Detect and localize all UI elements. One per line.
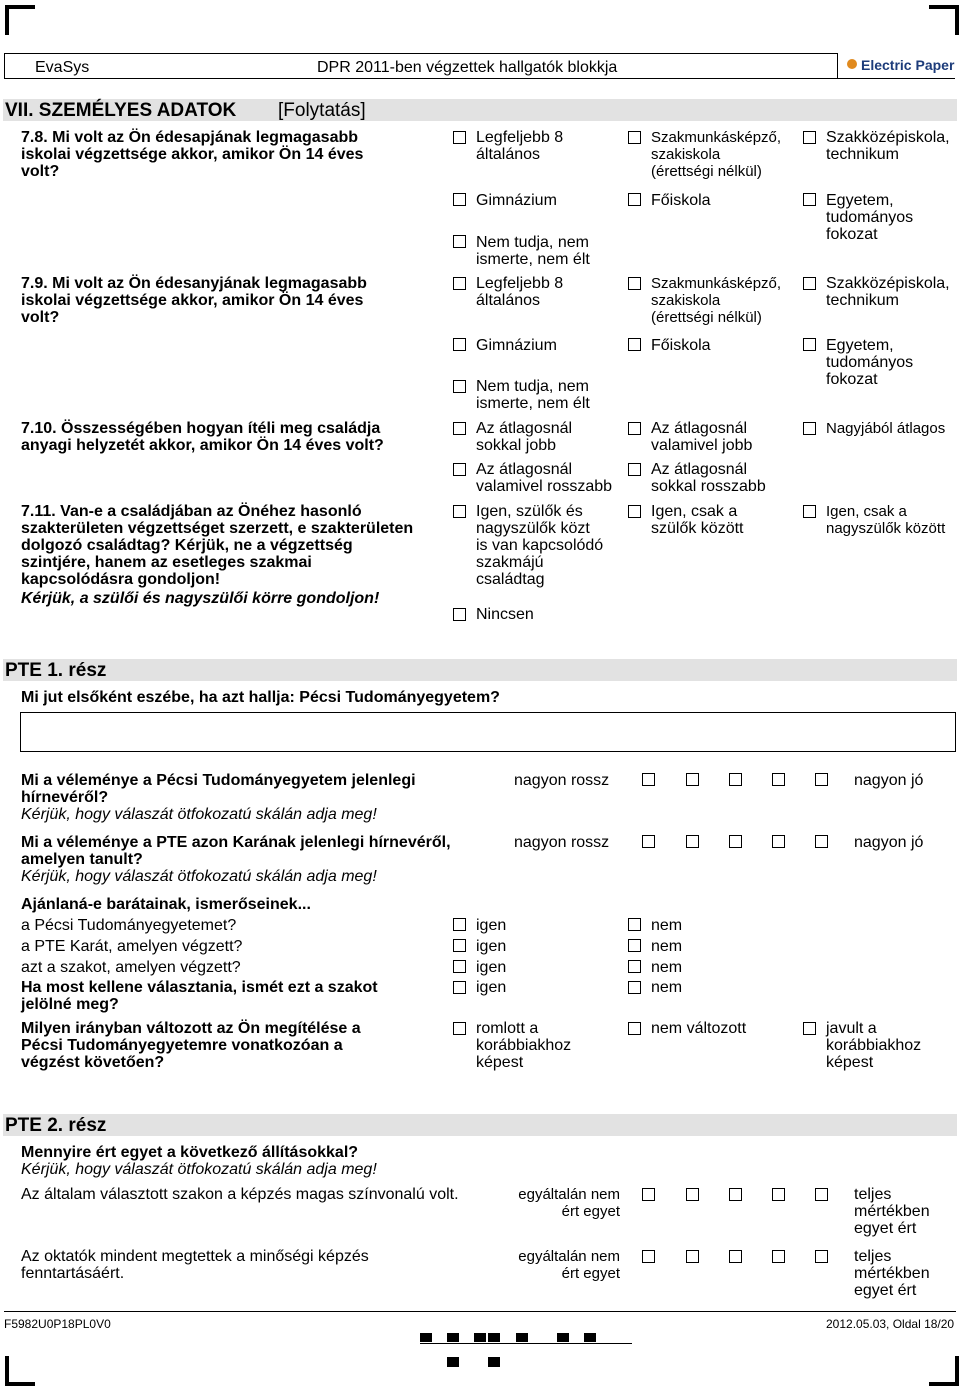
checkbox[interactable] — [628, 1022, 641, 1035]
scale-checkbox[interactable] — [729, 1188, 742, 1201]
question-reputation-uni — [21, 772, 491, 823]
section-title: VII. SZEMÉLYES ADATOK — [5, 100, 237, 121]
checkbox[interactable] — [628, 277, 641, 290]
option-label: Igen, csak a szülők között — [651, 503, 744, 537]
scale-checkbox[interactable] — [729, 835, 742, 848]
scale-checkbox[interactable] — [686, 1250, 699, 1263]
option-label: Szakközépiskola, technikum — [826, 275, 950, 309]
yes-label: igen — [476, 959, 507, 976]
checkbox[interactable] — [453, 918, 466, 931]
checkbox[interactable] — [453, 193, 466, 206]
scale-low-label: nagyon rossz — [514, 834, 610, 851]
option-label: Szakmunkásképző, szakiskola (érettségi nélkül) — [651, 129, 782, 180]
section-header-vii — [3, 99, 957, 121]
scale-checkbox[interactable] — [815, 1188, 828, 1201]
checkbox[interactable] — [628, 939, 641, 952]
footer-rule — [4, 1311, 956, 1312]
brand-icon — [847, 59, 857, 69]
open-answer-field[interactable] — [20, 712, 956, 752]
scale-high-label: teljes mértékben egyet ért — [854, 1248, 930, 1299]
checkbox[interactable] — [453, 939, 466, 952]
scale-checkbox[interactable] — [815, 835, 828, 848]
checkbox[interactable] — [453, 463, 466, 476]
footer-page: 2012.05.03, Oldal 18/20 — [826, 1317, 955, 1331]
header-left: EvaSys — [35, 59, 90, 76]
header-title: DPR 2011-ben végzettek hallgatók blokkja — [317, 59, 618, 76]
checkbox[interactable] — [628, 981, 641, 994]
checkbox[interactable] — [628, 505, 641, 518]
option-label: Nem tudja, nem ismerte, nem élt — [476, 378, 590, 412]
checkbox[interactable] — [803, 505, 816, 518]
yes-label: igen — [476, 938, 507, 955]
checkbox[interactable] — [453, 960, 466, 973]
scale-checkbox[interactable] — [772, 1188, 785, 1201]
scale-checkbox[interactable] — [686, 773, 699, 786]
option-label: Főiskola — [651, 337, 711, 354]
scale-low-label: egyáltalán nem ért egyet — [518, 1248, 620, 1282]
scale-checkbox[interactable] — [642, 1188, 655, 1201]
question-note: Kérjük, hogy válaszát ötfokozatú skálán adja meg! — [21, 806, 377, 823]
checkbox[interactable] — [628, 463, 641, 476]
no-label: nem — [651, 959, 683, 976]
scan-barcode — [420, 1333, 632, 1373]
checkbox[interactable] — [453, 422, 466, 435]
option-label: Nagyjából átlagos — [826, 420, 946, 437]
scale-checkbox[interactable] — [729, 1250, 742, 1263]
checkbox[interactable] — [453, 235, 466, 248]
scale-high-label: nagyon jó — [854, 834, 924, 851]
scale-checkbox[interactable] — [815, 1250, 828, 1263]
option-label: Legfeljebb 8 általános — [476, 275, 564, 309]
no-label: nem — [651, 938, 683, 955]
checkbox[interactable] — [453, 277, 466, 290]
checkbox[interactable] — [453, 131, 466, 144]
section-title: PTE 2. rész — [5, 1115, 107, 1136]
recommend-item: a Pécsi Tudományegyetemet? — [21, 917, 237, 934]
option-label: Legfeljebb 8 általános — [476, 129, 564, 163]
section-header-pte2 — [3, 1114, 957, 1136]
checkbox[interactable] — [803, 338, 816, 351]
corner-mark-bottom-left — [5, 1356, 35, 1386]
corner-mark-top-left — [5, 5, 35, 35]
option-label: javult a korábbiakhoz képest — [826, 1020, 922, 1071]
option-label: nem változott — [651, 1020, 747, 1037]
option-label: Az átlagosnál valamivel jobb — [651, 420, 753, 454]
scale-checkbox[interactable] — [815, 773, 828, 786]
option-label: romlott a korábbiakhoz képest — [476, 1020, 572, 1071]
checkbox[interactable] — [628, 131, 641, 144]
option-label: Gimnázium — [476, 337, 557, 354]
scale-checkbox[interactable] — [772, 835, 785, 848]
section-title: PTE 1. rész — [5, 660, 107, 681]
header-bar — [4, 53, 955, 79]
corner-mark-bottom-right — [929, 1356, 959, 1386]
checkbox[interactable] — [453, 338, 466, 351]
checkbox[interactable] — [628, 422, 641, 435]
checkbox[interactable] — [803, 277, 816, 290]
choose-again-question: Ha most kellene választania, ismét ezt a szakot jelölné meg? — [21, 979, 378, 1013]
question-text: Mi a véleménye a PTE azon Karának jelenlegi hírnevéről, amelyen tanult? — [21, 834, 451, 868]
option-label: Szakközépiskola, technikum — [826, 129, 950, 163]
checkbox[interactable] — [628, 338, 641, 351]
open-question: Mi jut elsőként eszébe, ha azt hallja: Pécsi Tudományegyetem? — [21, 689, 500, 706]
question-7-9: 7.9. Mi volt az Ön édesanyjának legmagasabb iskolai végzettsége akkor, amikor Ön 14 éves volt? — [21, 275, 367, 326]
option-label: Az átlagosnál sokkal rosszabb — [651, 461, 766, 495]
checkbox[interactable] — [453, 380, 466, 393]
scale-checkbox[interactable] — [772, 773, 785, 786]
section-header-pte1 — [3, 659, 957, 681]
scale-checkbox[interactable] — [642, 835, 655, 848]
corner-mark-top-right — [929, 5, 959, 35]
question-7-11: 7.11. Van-e a családjában az Önéhez hasonló szakterületen végzettséget szerzett, e szakterületen dolgozó családtag? Kérjük, ne a végzettség szintjére, hanem az esetleges szakmai kapcsolódásra gondoljon! — [21, 503, 414, 588]
option-label-part: Az átlagosnál valamivel rosszabb — [476, 461, 613, 495]
option-label: Szakmunkásképző, szakiskola (érettségi nélkül) — [651, 275, 782, 326]
checkbox[interactable] — [628, 193, 641, 206]
scale-checkbox[interactable] — [772, 1250, 785, 1263]
footer-code: F5982U0P18PL0V0 — [4, 1317, 111, 1331]
checkbox[interactable] — [453, 1022, 466, 1035]
checkbox[interactable] — [453, 981, 466, 994]
scale-high-label: nagyon jó — [854, 772, 924, 789]
recommend-item: a PTE Karát, amelyen végzett? — [21, 938, 243, 955]
question-7-8: 7.8. Mi volt az Ön édesapjának legmagasabb iskolai végzettsége akkor, amikor Ön 14 éves volt? — [21, 129, 364, 180]
question-note: Kérjük, hogy válaszát ötfokozatú skálán adja meg! — [21, 868, 377, 885]
option-label: Igen, csak a nagyszülők között — [826, 503, 946, 537]
option-label: Az átlagosnál sokkal jobb — [476, 420, 573, 454]
scale-checkbox[interactable] — [642, 1250, 655, 1263]
scale-checkbox[interactable] — [686, 1188, 699, 1201]
question-text: Mennyire ért egyet a következő állításokkal? — [21, 1144, 359, 1161]
checkbox[interactable] — [803, 193, 816, 206]
checkbox[interactable] — [628, 918, 641, 931]
question-text: Mi a véleménye a Pécsi Tudományegyetem jelenlegi hírnevéről? — [21, 772, 416, 806]
pte2-question — [21, 1144, 377, 1178]
scale-low-label: egyáltalán nem ért egyet — [518, 1186, 620, 1220]
option-label — [476, 461, 616, 495]
question-reputation-faculty — [21, 834, 491, 885]
section-continued: [Folytatás] — [278, 100, 366, 121]
checkbox[interactable] — [453, 608, 466, 621]
no-label: nem — [651, 917, 683, 934]
question-7-11-note: Kérjük, a szülői és nagyszülői körre gondoljon! — [21, 590, 380, 607]
scale-checkbox[interactable] — [729, 773, 742, 786]
statement: Az oktatók mindent megtettek a minőségi képzés fenntartásáért. — [21, 1248, 369, 1282]
scale-high-label: teljes mértékben egyet ért — [854, 1186, 930, 1237]
option-label: Igen, szülők és nagyszülők közt is van kapcsolódó szakmájú családtag — [476, 503, 604, 588]
option-label: Gimnázium — [476, 192, 557, 209]
option-label: Egyetem, tudományos fokozat — [826, 192, 914, 243]
option-label: Nem tudja, nem ismerte, nem élt — [476, 234, 590, 268]
question-7-10: 7.10. Összességében hogyan ítéli meg családja anyagi helyzetét akkor, amikor Ön 14 éves volt? — [21, 420, 384, 454]
brand-logo — [837, 53, 957, 78]
recommend-heading: Ajánlaná-e barátainak, ismerőseinek... — [21, 896, 311, 913]
checkbox[interactable] — [803, 131, 816, 144]
checkbox[interactable] — [453, 505, 466, 518]
statement: Az általam választott szakon a képzés magas színvonalú volt. — [21, 1186, 459, 1203]
option-label: Főiskola — [651, 192, 711, 209]
scale-checkbox[interactable] — [686, 835, 699, 848]
yes-label: igen — [476, 979, 507, 996]
brand-name: Electric Paper — [861, 57, 955, 73]
checkbox[interactable] — [803, 422, 816, 435]
checkbox[interactable] — [628, 960, 641, 973]
no-label: nem — [651, 979, 683, 996]
recommend-item: azt a szakot, amelyen végzett? — [21, 959, 241, 976]
option-label: Egyetem, tudományos fokozat — [826, 337, 914, 388]
option-label: Nincsen — [476, 606, 534, 623]
scale-low-label: nagyon rossz — [514, 772, 610, 789]
checkbox[interactable] — [803, 1022, 816, 1035]
yes-label: igen — [476, 917, 507, 934]
question-note: Kérjük, hogy válaszát ötfokozatú skálán adja meg! — [21, 1161, 377, 1178]
scale-checkbox[interactable] — [642, 773, 655, 786]
change-question: Milyen irányban változott az Ön megítélése a Pécsi Tudományegyetemre vonatkozóan a végzést követően? — [21, 1020, 361, 1071]
